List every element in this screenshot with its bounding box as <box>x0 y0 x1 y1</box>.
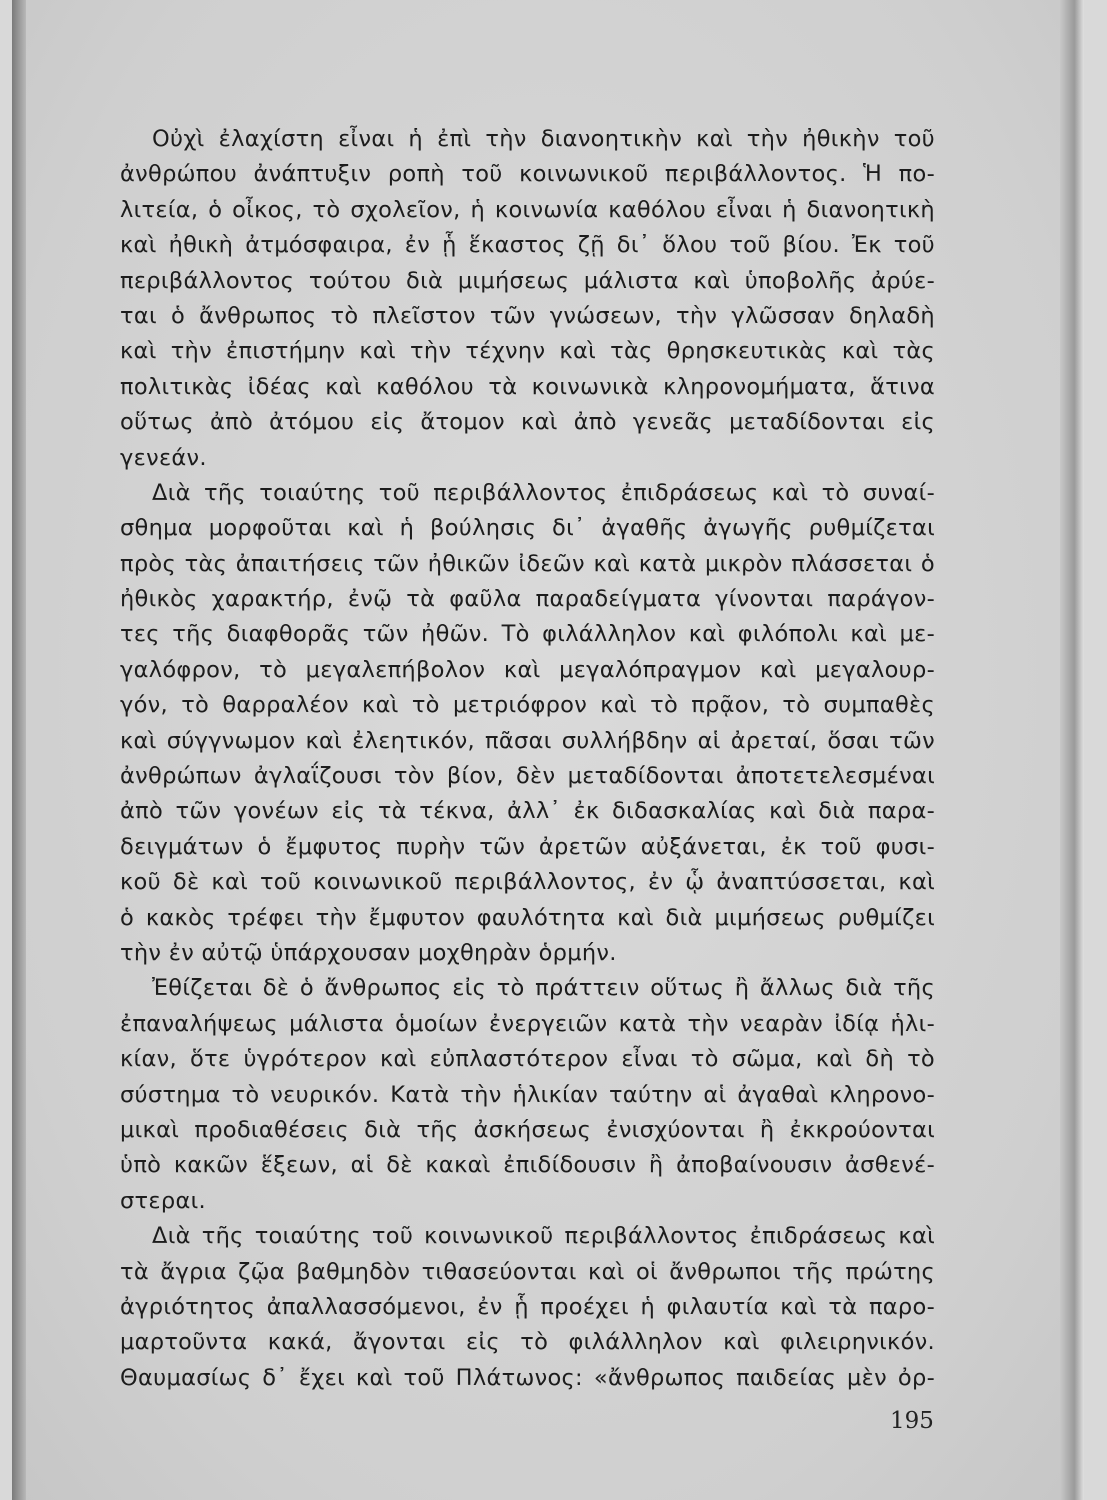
text-line: Θαυμασίως δ᾽ ἔχει καὶ τοῦ Πλάτωνος: «ἄνθρωπος παιδείας μὲν ὀρ- <box>120 1364 935 1391</box>
text-line: Οὐχὶ ἐλαχίστη εἶναι ἡ ἐπὶ τὴν διανοητικὴν καὶ τὴν ἠθικὴν τοῦ <box>152 126 935 152</box>
text-line: πρὸς τὰς ἀπαιτήσεις τῶν ἠθικῶν ἰδεῶν καὶ κατὰ μικρὸν πλάσσεται ὁ <box>120 550 935 577</box>
text-line: μαρτοῦντα κακά, ἄγονται εἰς τὸ φιλάλληλον καὶ φιλειρηνικόν. <box>120 1329 935 1356</box>
page-number: 195 <box>890 1408 934 1434</box>
text-line: κοῦ δὲ καὶ τοῦ κοινωνικοῦ περιβάλλοντος, ἐν ᾧ ἀναπτύσσεται, καὶ <box>120 869 935 896</box>
text-line: Διὰ τῆς τοιαύτης τοῦ περιβάλλοντος ἐπιδράσεως καὶ τὸ συναί- <box>152 479 935 506</box>
text-line: ται ὁ ἄνθρωπος τὸ πλεῖστον τῶν γνώσεων, τὴν γλῶσσαν δηλαδὴ <box>120 302 935 329</box>
text-line: καὶ σύγγνωμον καὶ ἐλεητικόν, πᾶσαι συλλήβδην αἱ ἀρεταί, ὅσαι τῶν <box>120 727 935 754</box>
text-line: ἀνθρώπου ἀνάπτυξιν ροπὴ τοῦ κοινωνικοῦ περιβάλλοντος. Ἡ πο- <box>120 161 935 188</box>
text-line: στεραι. <box>120 1187 206 1214</box>
text-line: ὑπὸ κακῶν ἕξεων, αἱ δὲ κακαὶ ἐπιδίδουσιν ἢ ἀποβαίνουσιν ἀσθενέ- <box>120 1152 935 1179</box>
text-line: Διὰ τῆς τοιαύτης τοῦ κοινωνικοῦ περιβάλλοντος ἐπιδράσεως καὶ <box>152 1223 935 1250</box>
text-line: σθημα μορφοῦται καὶ ἡ βούλησις δι᾽ ἀγαθῆς ἀγωγῆς ρυθμίζεται <box>120 515 935 542</box>
text-line: ἀπὸ τῶν γονέων εἰς τὰ τέκνα, ἀλλ᾽ ἐκ διδασκαλίας καὶ διὰ παρα- <box>120 798 935 825</box>
text-line: πολιτικὰς ἰδέας καὶ καθόλου τὰ κοινωνικὰ κληρονομήματα, ἅτινα <box>120 373 935 400</box>
text-line: μικαὶ προδιαθέσεις διὰ τῆς ἀσκήσεως ἐνισχύονται ἢ ἐκκρούονται <box>120 1116 935 1143</box>
text-line: τὴν ἐν αὐτῷ ὑπάρχουσαν μοχθηρὰν ὁρμήν. <box>120 939 617 966</box>
text-line: ἠθικὸς χαρακτήρ, ἐνῷ τὰ φαῦλα παραδείγματα γίνονται παράγον- <box>120 586 935 613</box>
text-line: σύστημα τὸ νευρικόν. Κατὰ τὴν ἡλικίαν ταύτην αἱ ἀγαθαὶ κληρονο- <box>120 1081 935 1108</box>
text-line: κίαν, ὅτε ὑγρότερον καὶ εὐπλαστότερον εἶναι τὸ σῶμα, καὶ δὴ τὸ <box>120 1046 935 1073</box>
page-right-edge <box>1060 0 1084 1500</box>
body-text <box>120 122 935 1396</box>
text-line: τὰ ἄγρια ζῷα βαθμηδὸν τιθασεύονται καὶ οἱ ἄνθρωποι τῆς πρώτης <box>120 1258 935 1285</box>
text-line: καὶ τὴν ἐπιστήμην καὶ τὴν τέχνην καὶ τὰς θρησκευτικὰς καὶ τὰς <box>120 338 935 365</box>
text-line: τες τῆς διαφθορᾶς τῶν ἠθῶν. Τὸ φιλάλληλον καὶ φιλόπολι καὶ με- <box>120 621 935 648</box>
text-line: γόν, τὸ θαρραλέον καὶ τὸ μετριόφρον καὶ τὸ πρᾷον, τὸ συμπαθὲς <box>120 692 935 719</box>
text-line: ὁ κακὸς τρέφει τὴν ἔμφυτον φαυλότητα καὶ διὰ μιμήσεως ρυθμίζει <box>120 904 935 931</box>
text-line: περιβάλλοντος τούτου διὰ μιμήσεως μάλιστα καὶ ὑποβολῆς ἀρύε- <box>120 267 935 294</box>
text-line: γενεάν. <box>120 444 207 471</box>
page-spine-shadow <box>12 0 26 1500</box>
text-line: Ἐθίζεται δὲ ὁ ἄνθρωπος εἰς τὸ πράττειν οὕτως ἢ ἄλλως διὰ τῆς <box>152 975 935 1002</box>
text-line: λιτεία, ὁ οἶκος, τὸ σχολεῖον, ἡ κοινωνία καθόλου εἶναι ἡ διανοητικὴ <box>120 196 935 223</box>
text-line: δειγμάτων ὁ ἔμφυτος πυρὴν τῶν ἀρετῶν αὐξάνεται, ἐκ τοῦ φυσι- <box>120 833 935 860</box>
text-line: γαλόφρον, τὸ μεγαλεπήβολον καὶ μεγαλόπραγμον καὶ μεγαλουρ- <box>120 656 935 683</box>
text-line: ἀγριότητος ἀπαλλασσόμενοι, ἐν ᾗ προέχει ἡ φιλαυτία καὶ τὰ παρο- <box>120 1293 935 1320</box>
text-line: ἀνθρώπων ἀγλαΐζουσι τὸν βίον, δὲν μεταδίδονται ἀποτετελεσμέναι <box>120 763 935 790</box>
text-line: καὶ ἠθικὴ ἀτμόσφαιρα, ἐν ᾗ ἕκαστος ζῇ δι᾽ ὅλου τοῦ βίου. Ἐκ τοῦ <box>120 232 935 259</box>
text-line: οὕτως ἀπὸ ἀτόμου εἰς ἄτομον καὶ ἀπὸ γενεᾶς μεταδίδονται εἰς <box>120 409 935 436</box>
text-line: ἐπαναλήψεως μάλιστα ὁμοίων ἐνεργειῶν κατὰ τὴν νεαρὰν ἰδίᾳ ἡλι- <box>120 1010 935 1037</box>
book-page <box>12 0 1084 1500</box>
